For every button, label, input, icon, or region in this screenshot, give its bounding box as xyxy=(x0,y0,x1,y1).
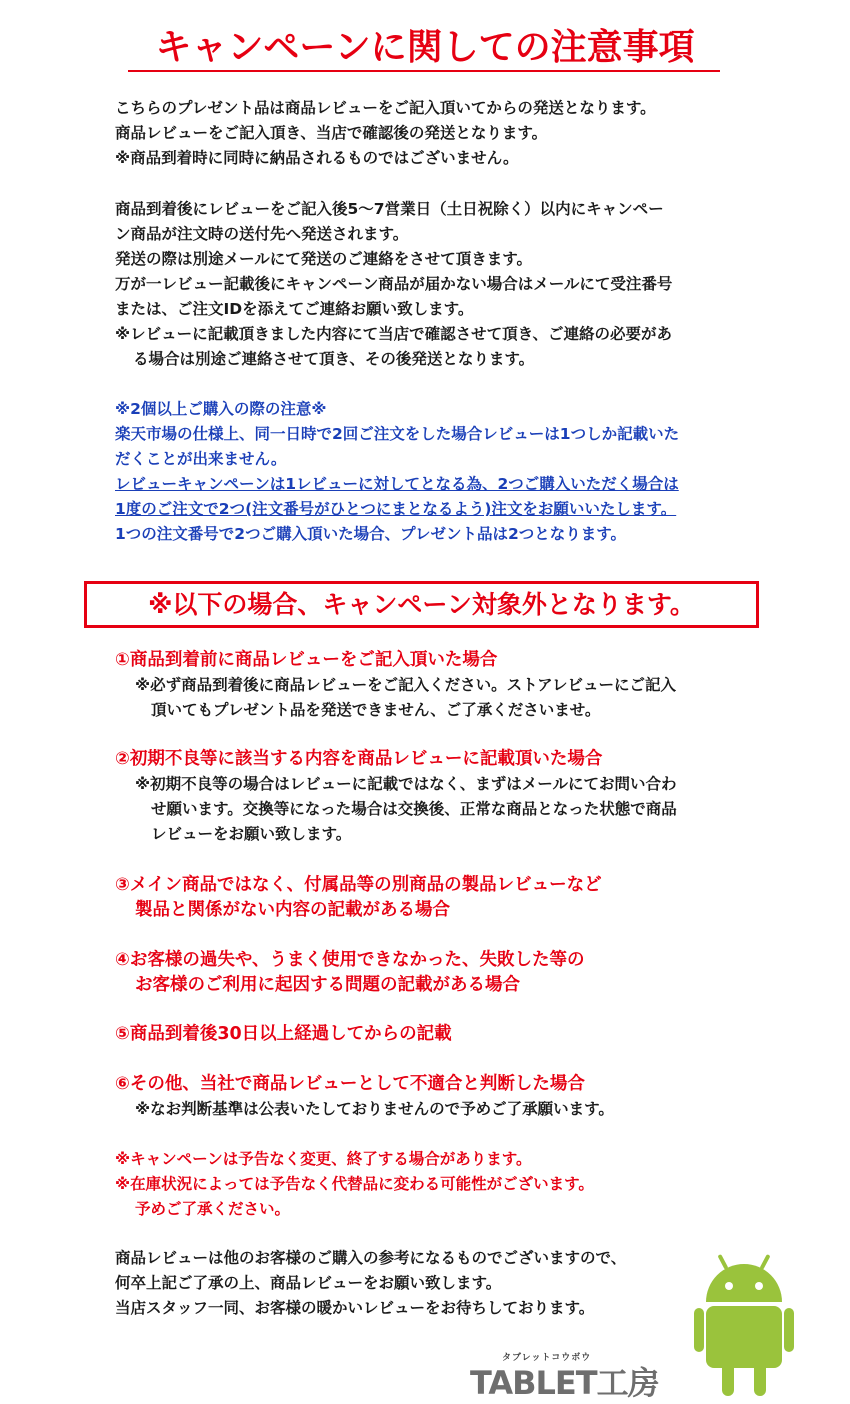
closing-line: 当店スタッフ一同、お客様の暖かいレビューをお待ちしております。 xyxy=(115,1299,595,1317)
logo-text: TABLET工房 xyxy=(470,1364,659,1402)
closing-section xyxy=(115,1246,626,1321)
shipping-line: ン商品が注文時の送付先へ発送されます。 xyxy=(115,225,409,243)
store-logo xyxy=(470,1350,710,1402)
intro-line: 商品レビューをご記入頂き、当店で確認後の発送となります。 xyxy=(115,124,548,142)
campaign-note-line: ※キャンペーンは予告なく変更、終了する場合があります。 xyxy=(115,1150,532,1168)
shipping-line: 万が一レビュー記載後にキャンペーン商品が届かない場合はメールにて受注番号 xyxy=(115,275,673,293)
case-title: ①商品到着前に商品レビューをご記入頂いた場合 xyxy=(115,650,498,670)
multi-purchase-line: 1つの注文番号で2つご購入頂いた場合、プレゼント品は2つとなります。 xyxy=(115,525,626,543)
logo-kana: タブレットコウボウ xyxy=(502,1353,592,1363)
case-title: ④お客様の過失や、うまく使用できなかった、失敗した等の xyxy=(115,950,585,970)
campaign-note-line: ※在庫状況によっては予告なく代替品に変わる可能性がございます。 xyxy=(115,1175,594,1193)
exclusion-case xyxy=(115,747,677,847)
multi-purchase-line: だくことが出来ません。 xyxy=(115,450,287,468)
shipping-line: 商品到着後にレビューをご記入後5～7営業日（土日祝除く）以内にキャンペー xyxy=(115,200,664,218)
case-note: ※初期不良等の場合はレビューに記載ではなく、まずはメールにてお問い合わ xyxy=(135,775,677,793)
shipping-line: る場合は別途ご連絡させて頂き、その後発送となります。 xyxy=(133,350,535,368)
case-note: せ願います。交換等になった場合は交換後、正常な商品となった状態で商品 xyxy=(151,800,677,818)
exclusion-case xyxy=(115,1022,452,1047)
exclusion-heading: ※以下の場合、キャンペーン対象外となります。 xyxy=(84,581,759,628)
case-note: 頂いてもプレゼント品を発送できません、ご了承くださいませ。 xyxy=(151,701,601,719)
campaign-note-line: 予めご了承ください。 xyxy=(135,1200,291,1218)
intro-line: こちらのプレゼント品は商品レビューをご記入頂いてからの発送となります。 xyxy=(115,99,656,117)
exclusion-case xyxy=(115,873,602,923)
case-title: ⑥その他、当社で商品レビューとして不適合と判断した場合 xyxy=(115,1074,585,1094)
case-note: レビューをお願い致します。 xyxy=(151,825,352,843)
closing-line: 何卒上記ご了承の上、商品レビューをお願い致します。 xyxy=(115,1274,502,1292)
case-title: ②初期不良等に該当する内容を商品レビューに記載頂いた場合 xyxy=(115,749,603,769)
intro-line: ※商品到着時に同時に納品されるものではございません。 xyxy=(115,149,519,167)
multi-purchase-section xyxy=(115,397,679,547)
case-title: 製品と関係がない内容の記載がある場合 xyxy=(135,900,450,920)
case-title: お客様のご利用に起因する問題の記載がある場合 xyxy=(135,975,520,995)
shipping-section xyxy=(115,197,672,372)
case-note: ※必ず商品到着後に商品レビューをご記入ください。ストアレビューにご記入 xyxy=(135,676,676,694)
case-title: ③メイン商品ではなく、付属品等の別商品の製品レビューなど xyxy=(115,875,602,895)
shipping-line: または、ご注文IDを添えてご連絡お願い致します。 xyxy=(115,300,474,318)
multi-purchase-heading: ※2個以上ご購入の際の注意※ xyxy=(115,400,327,418)
exclusion-case xyxy=(115,948,584,998)
case-title: ⑤商品到着後30日以上経過してからの記載 xyxy=(115,1024,452,1044)
android-robot-icon xyxy=(694,1252,794,1397)
exclusion-case xyxy=(115,648,676,723)
multi-purchase-underlined-line: 1度のご注文で2つ(注文番号がひとつにまとなるよう)注文をお願いいたします。 xyxy=(115,500,677,518)
title-underline xyxy=(128,70,720,72)
case-note: ※なお判断基準は公表いたしておりませんので予めご了承願います。 xyxy=(135,1100,614,1118)
intro-section xyxy=(115,96,656,171)
campaign-notes xyxy=(115,1147,594,1222)
exclusion-case xyxy=(115,1072,614,1122)
multi-purchase-line: 楽天市場の仕様上、同一日時で2回ご注文をした場合レビューは1つしか記載いた xyxy=(115,425,680,443)
multi-purchase-underlined-line: レビューキャンペーンは1レビューに対してとなる為、2つご購入いただく場合は xyxy=(115,475,679,493)
shipping-line: ※レビューに記載頂きました内容にて当店で確認させて頂き、ご連絡の必要があ xyxy=(115,325,672,343)
page-title: キャンペーンに関しての注意事項 xyxy=(155,27,695,68)
shipping-line: 発送の際は別途メールにて発送のご連絡をさせて頂きます。 xyxy=(115,250,532,268)
closing-line: 商品レビューは他のお客様のご購入の参考になるものでございますので、 xyxy=(115,1249,627,1267)
